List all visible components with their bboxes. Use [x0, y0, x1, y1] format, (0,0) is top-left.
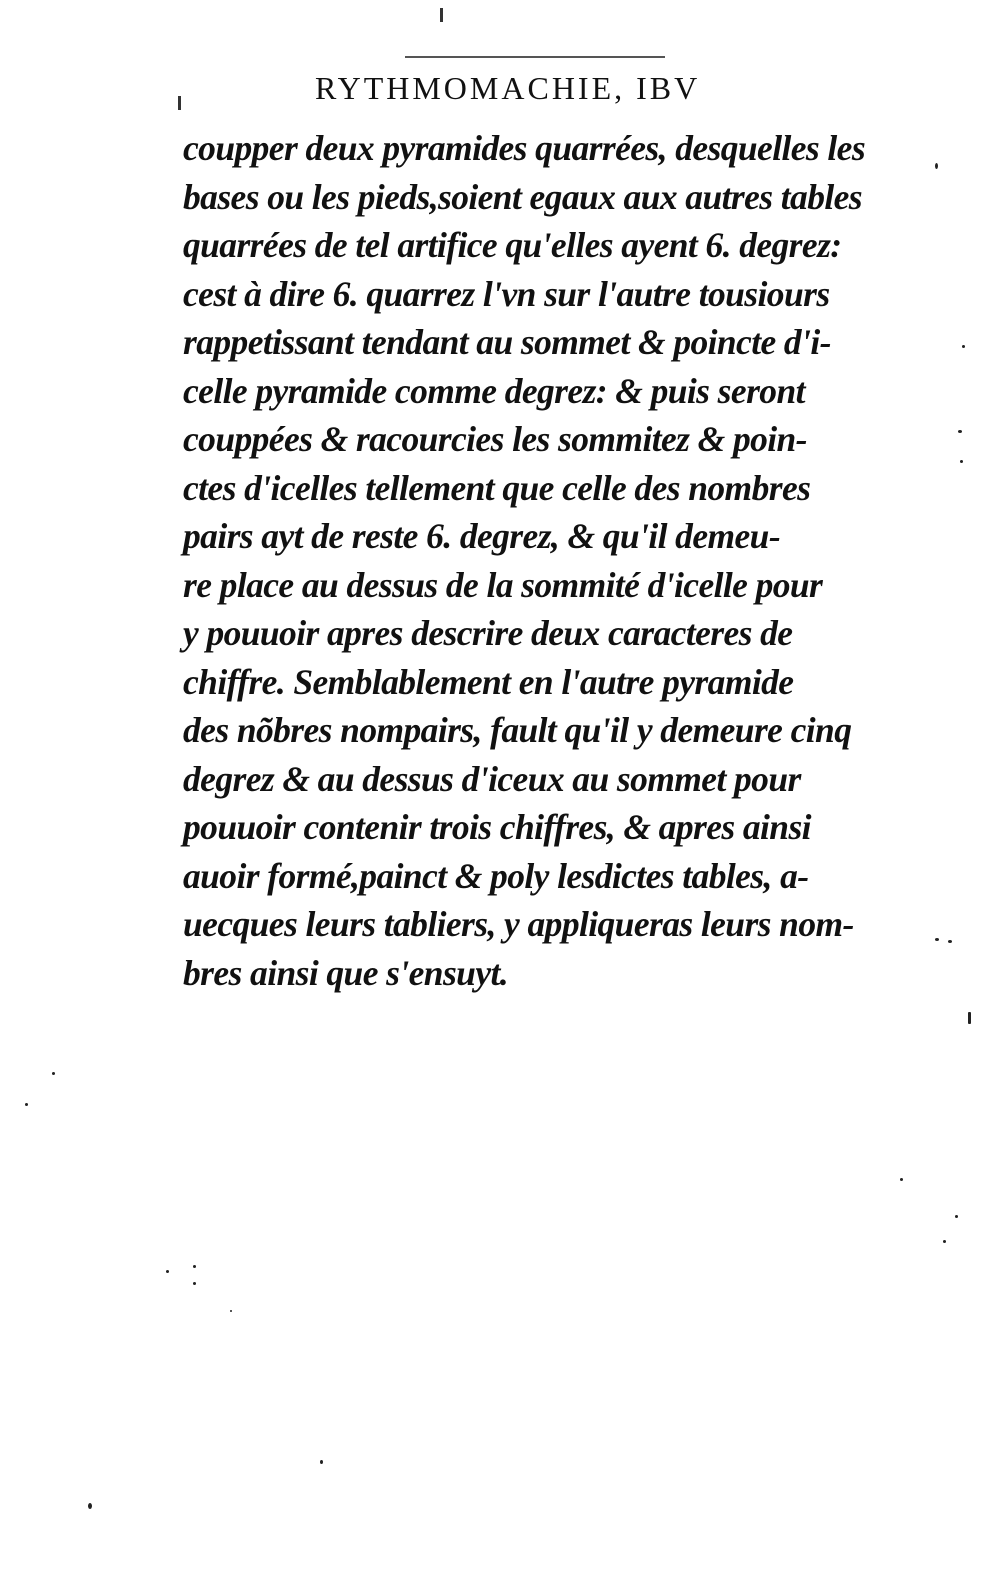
- text-line: pairs ayt de reste 6. degrez, & qu'il demeu-: [183, 516, 781, 556]
- text-line: bases ou les pieds,soient egaux aux autres tables: [183, 176, 863, 217]
- text-line: des nõbres nompairs, fault qu'il y demeure cinq: [183, 710, 852, 750]
- text-line: cest à dire 6. quarrez l'vn sur l'autre tousiours: [183, 273, 830, 314]
- text-line: coupper deux pyramides quarrées, desquelles les: [183, 128, 866, 168]
- speck: [230, 1310, 232, 1312]
- text-line: chiffre. Semblablement en l'autre pyramide: [183, 661, 794, 702]
- text-line: rappetissant tendant au sommet & poincte d'i-: [183, 322, 831, 362]
- speck: [88, 1503, 92, 1509]
- text-line: re place au dessus de la sommité d'icelle pour: [183, 564, 823, 605]
- text-line: quarrées de tel artifice qu'elles ayent 6. degrez:: [183, 225, 842, 265]
- text-line: degrez & au dessus d'iceux au sommet pour: [183, 758, 801, 799]
- speck: [900, 1178, 903, 1181]
- speck: [943, 1240, 946, 1243]
- speck: [193, 1282, 196, 1285]
- running-head: RYTHMOMACHIE, IBV: [315, 70, 701, 106]
- top-margin-mark: [440, 8, 443, 22]
- speck: [958, 430, 962, 433]
- speck: [935, 163, 938, 169]
- text-line: uecques leurs tabliers, y appliqueras leurs nom-: [183, 904, 854, 944]
- speck: [960, 460, 963, 463]
- body-text: [183, 124, 883, 997]
- text-line: celle pyramide comme degrez: & puis seront: [183, 370, 805, 411]
- text-line: ctes d'icelles tellement que celle des nombres: [183, 467, 811, 508]
- text-line: auoir formé,painct & poly lesdictes tables, a-: [183, 855, 809, 896]
- header-rule-dash: [405, 56, 665, 58]
- speck: [166, 1270, 169, 1273]
- text-line: bres ainsi que s'ensuyt.: [183, 952, 509, 993]
- text-line: couppées & racourcies les sommitez & poin-: [183, 419, 807, 459]
- speck: [955, 1215, 958, 1218]
- speck: [193, 1265, 196, 1268]
- text-line: y pouuoir apres descrire deux caracteres de: [183, 613, 793, 653]
- speck: [968, 1012, 971, 1024]
- text-line: pouuoir contenir trois chiffres, & apres ainsi: [183, 807, 811, 847]
- speck: [320, 1460, 323, 1464]
- left-margin-mark: [178, 96, 181, 110]
- speck: [948, 940, 952, 943]
- speck: [25, 1103, 28, 1106]
- speck: [962, 345, 965, 348]
- speck: [935, 938, 939, 941]
- speck: [52, 1072, 55, 1075]
